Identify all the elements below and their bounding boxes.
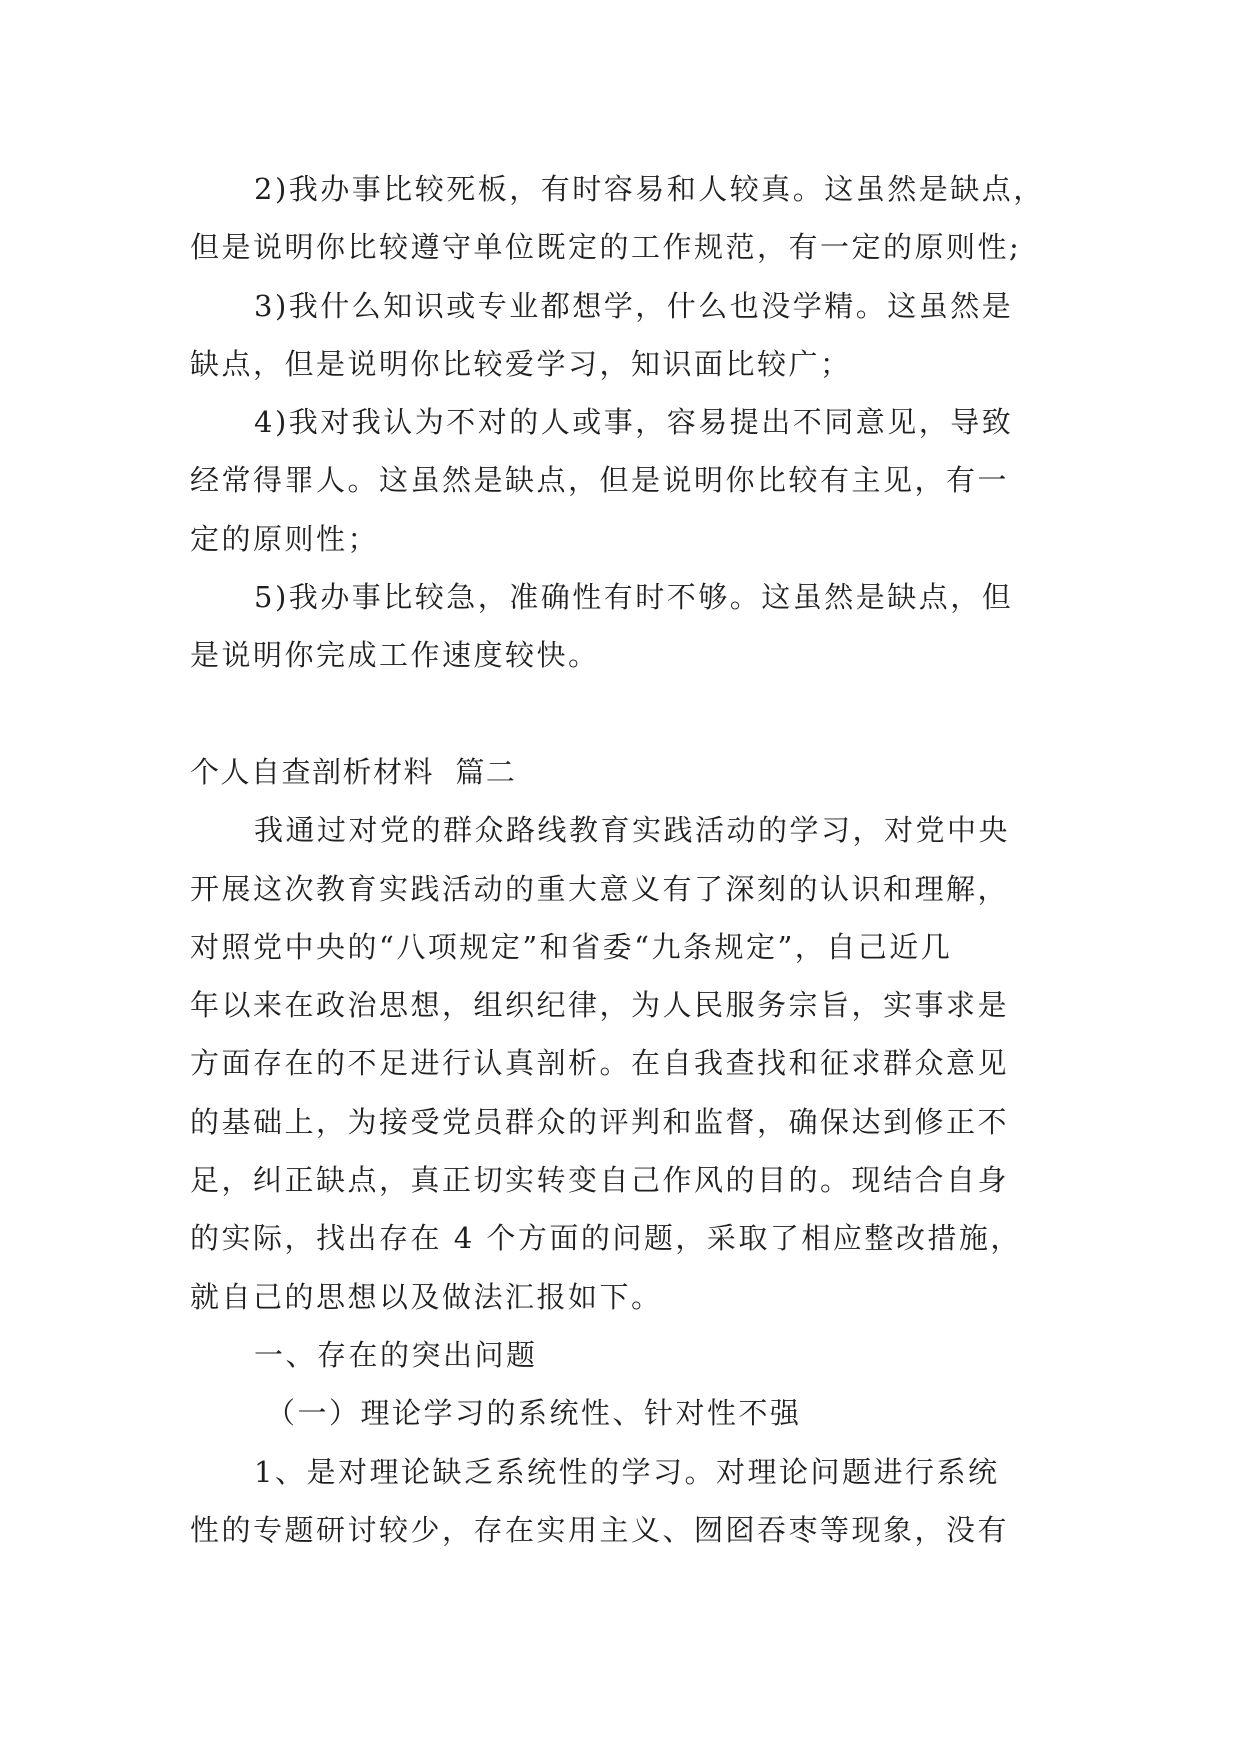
text-line: 5)我办事比较急，准确性有时不够。这虽然是缺点，但: [254, 580, 1014, 615]
text-line: 的实际，找出存在 4 个方面的问题，采取了相应整改措施，: [190, 1221, 1022, 1256]
paragraph-point-5: [190, 568, 1060, 685]
text-line: 方面存在的不足进行认真剖析。在自我查找和征求群众意见: [190, 1046, 1010, 1081]
text-line: 是说明你完成工作速度较快。: [190, 638, 600, 673]
text-line: 缺点，但是说明你比较爱学习，知识面比较广；: [190, 346, 852, 381]
text-line: 年以来在政治思想，组织纪律，为人民服务宗旨，实事求是: [190, 988, 1010, 1023]
text-line: 经常得罪人。这虽然是缺点，但是说明你比较有主见，有一: [190, 463, 1010, 498]
text-line: 对照党中央的“八项规定”和省委“九条规定”，自己近几: [190, 929, 953, 964]
text-line: 我通过对党的群众路线教育实践活动的学习，对党中央: [254, 813, 1011, 848]
text-line: 足，纠正缺点，真正切实转变自己作风的目的。现结合自身: [190, 1163, 1010, 1198]
text-line: 的基础上，为接受党员群众的评判和监督，确保达到修正不: [190, 1104, 1010, 1139]
paragraph-point-3: [190, 277, 1060, 394]
text-line: 1、是对理论缺乏系统性的学习。对理论问题进行系统: [254, 1454, 1000, 1489]
document-body: [190, 160, 1060, 1559]
item-1-paragraph: [190, 1443, 1060, 1560]
text-line: 就自己的思想以及做法汇报如下。: [190, 1279, 663, 1314]
text-line: 但是说明你比较遵守单位既定的工作规范，有一定的原则性;: [190, 230, 1022, 265]
body-paragraph: [190, 801, 1060, 1326]
section-title: 个人自查剖析材料 篇二: [190, 754, 517, 789]
blank-line: [190, 685, 1060, 743]
text-line: 2)我办事比较死板，有时容易和人较真。这虽然是缺点，: [254, 172, 1045, 206]
paragraph-point-4: [190, 393, 1060, 568]
text-line: 开展这次教育实践活动的重大意义有了深刻的认识和理解，: [190, 871, 1010, 906]
text-line: 性的专题研讨较少，存在实用主义、囫囵吞枣等现象，没有: [190, 1512, 1010, 1547]
text-line: 3)我什么知识或专业都想学，什么也没学精。这虽然是: [254, 288, 1014, 323]
paragraph-point-2: [190, 160, 1060, 277]
heading-level-2: （一）理论学习的系统性、针对性不强: [266, 1396, 802, 1431]
heading-level-1: 一、存在的突出问题: [254, 1337, 538, 1372]
text-line: 定的原则性；: [190, 521, 380, 556]
text-line: 4)我对我认为不对的人或事，容易提出不同意见，导致: [254, 405, 1014, 440]
